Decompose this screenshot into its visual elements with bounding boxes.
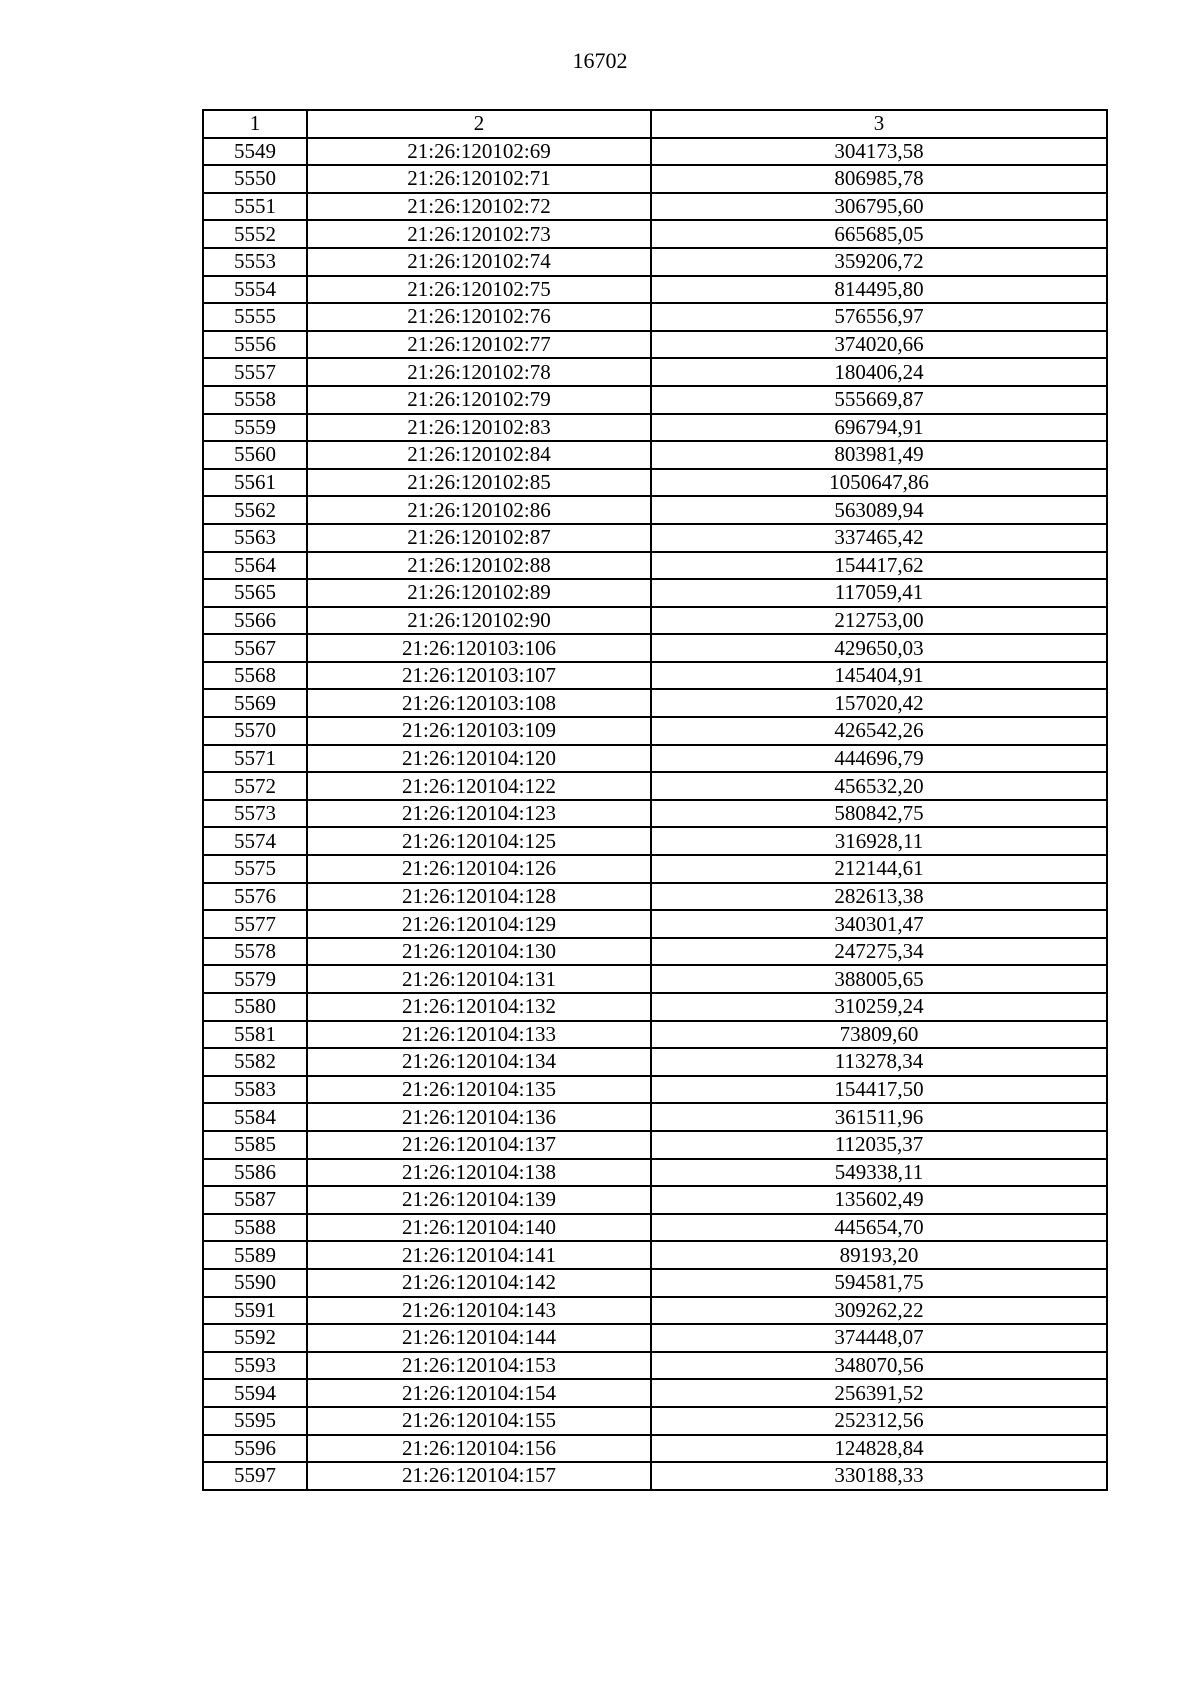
row-number-cell: 5594 xyxy=(203,1379,307,1407)
cadastral-number-cell: 21:26:120104:153 xyxy=(307,1352,651,1380)
row-number-cell: 5575 xyxy=(203,855,307,883)
row-number-cell: 5556 xyxy=(203,331,307,359)
cadastral-number-cell: 21:26:120104:155 xyxy=(307,1407,651,1435)
row-number-cell: 5580 xyxy=(203,993,307,1021)
cadastral-number-cell: 21:26:120104:144 xyxy=(307,1324,651,1352)
table-row xyxy=(203,552,1107,580)
row-number-cell: 5593 xyxy=(203,1352,307,1380)
column-header-3: 3 xyxy=(651,110,1107,138)
value-cell: 124828,84 xyxy=(651,1435,1107,1463)
value-cell: 112035,37 xyxy=(651,1131,1107,1159)
value-cell: 337465,42 xyxy=(651,524,1107,552)
row-number-cell: 5569 xyxy=(203,689,307,717)
page-number: 16702 xyxy=(572,48,628,73)
table-row xyxy=(203,1379,1107,1407)
cadastral-number-cell: 21:26:120104:131 xyxy=(307,965,651,993)
table-row xyxy=(203,662,1107,690)
row-number-cell: 5595 xyxy=(203,1407,307,1435)
cadastral-number-cell: 21:26:120102:69 xyxy=(307,138,651,166)
cadastral-number-cell: 21:26:120102:85 xyxy=(307,469,651,497)
cadastral-number-cell: 21:26:120104:122 xyxy=(307,772,651,800)
cadastral-number-cell: 21:26:120104:134 xyxy=(307,1048,651,1076)
value-cell: 594581,75 xyxy=(651,1269,1107,1297)
table-row xyxy=(203,331,1107,359)
value-cell: 340301,47 xyxy=(651,910,1107,938)
cadastral-number-cell: 21:26:120102:72 xyxy=(307,193,651,221)
value-cell: 456532,20 xyxy=(651,772,1107,800)
cadastral-number-cell: 21:26:120102:89 xyxy=(307,579,651,607)
row-number-cell: 5590 xyxy=(203,1269,307,1297)
value-cell: 135602,49 xyxy=(651,1186,1107,1214)
data-table xyxy=(202,109,1108,1491)
row-number-cell: 5586 xyxy=(203,1159,307,1187)
table-row xyxy=(203,634,1107,662)
cadastral-number-cell: 21:26:120104:123 xyxy=(307,800,651,828)
table-row xyxy=(203,965,1107,993)
value-cell: 444696,79 xyxy=(651,745,1107,773)
table-row xyxy=(203,910,1107,938)
value-cell: 247275,34 xyxy=(651,938,1107,966)
value-cell: 803981,49 xyxy=(651,441,1107,469)
table-row xyxy=(203,689,1107,717)
table-row xyxy=(203,165,1107,193)
row-number-cell: 5564 xyxy=(203,552,307,580)
table-row xyxy=(203,717,1107,745)
row-number-cell: 5570 xyxy=(203,717,307,745)
table-row xyxy=(203,220,1107,248)
cadastral-number-cell: 21:26:120102:71 xyxy=(307,165,651,193)
table-body xyxy=(203,138,1107,1490)
value-cell: 309262,22 xyxy=(651,1297,1107,1325)
cadastral-number-cell: 21:26:120104:126 xyxy=(307,855,651,883)
row-number-cell: 5581 xyxy=(203,1021,307,1049)
value-cell: 359206,72 xyxy=(651,248,1107,276)
table-row xyxy=(203,414,1107,442)
value-cell: 180406,24 xyxy=(651,358,1107,386)
cadastral-number-cell: 21:26:120102:88 xyxy=(307,552,651,580)
row-number-cell: 5559 xyxy=(203,414,307,442)
row-number-cell: 5563 xyxy=(203,524,307,552)
row-number-cell: 5577 xyxy=(203,910,307,938)
table-row xyxy=(203,386,1107,414)
table-row xyxy=(203,1048,1107,1076)
value-cell: 1050647,86 xyxy=(651,469,1107,497)
value-cell: 445654,70 xyxy=(651,1214,1107,1242)
table-row xyxy=(203,441,1107,469)
value-cell: 157020,42 xyxy=(651,689,1107,717)
value-cell: 252312,56 xyxy=(651,1407,1107,1435)
column-header-1: 1 xyxy=(203,110,307,138)
table-row xyxy=(203,358,1107,386)
value-cell: 374020,66 xyxy=(651,331,1107,359)
value-cell: 580842,75 xyxy=(651,800,1107,828)
row-number-cell: 5574 xyxy=(203,827,307,855)
table-row xyxy=(203,496,1107,524)
header-row xyxy=(203,110,1107,138)
cadastral-number-cell: 21:26:120104:156 xyxy=(307,1435,651,1463)
value-cell: 696794,91 xyxy=(651,414,1107,442)
value-cell: 814495,80 xyxy=(651,276,1107,304)
value-cell: 113278,34 xyxy=(651,1048,1107,1076)
cadastral-number-cell: 21:26:120104:154 xyxy=(307,1379,651,1407)
row-number-cell: 5562 xyxy=(203,496,307,524)
cadastral-number-cell: 21:26:120103:107 xyxy=(307,662,651,690)
value-cell: 316928,11 xyxy=(651,827,1107,855)
cadastral-number-cell: 21:26:120104:128 xyxy=(307,883,651,911)
cadastral-number-cell: 21:26:120102:84 xyxy=(307,441,651,469)
cadastral-number-cell: 21:26:120104:120 xyxy=(307,745,651,773)
row-number-cell: 5554 xyxy=(203,276,307,304)
table-row xyxy=(203,883,1107,911)
row-number-cell: 5553 xyxy=(203,248,307,276)
value-cell: 212753,00 xyxy=(651,607,1107,635)
cadastral-number-cell: 21:26:120103:109 xyxy=(307,717,651,745)
cadastral-number-cell: 21:26:120102:73 xyxy=(307,220,651,248)
row-number-cell: 5567 xyxy=(203,634,307,662)
cadastral-number-cell: 21:26:120104:137 xyxy=(307,1131,651,1159)
row-number-cell: 5591 xyxy=(203,1297,307,1325)
value-cell: 310259,24 xyxy=(651,993,1107,1021)
table-row xyxy=(203,1021,1107,1049)
table-row xyxy=(203,800,1107,828)
cadastral-number-cell: 21:26:120102:79 xyxy=(307,386,651,414)
row-number-cell: 5582 xyxy=(203,1048,307,1076)
value-cell: 304173,58 xyxy=(651,138,1107,166)
cadastral-number-cell: 21:26:120104:133 xyxy=(307,1021,651,1049)
table-row xyxy=(203,469,1107,497)
cadastral-number-cell: 21:26:120104:130 xyxy=(307,938,651,966)
table-row xyxy=(203,1297,1107,1325)
row-number-cell: 5576 xyxy=(203,883,307,911)
value-cell: 388005,65 xyxy=(651,965,1107,993)
table-row xyxy=(203,938,1107,966)
cadastral-number-cell: 21:26:120104:141 xyxy=(307,1241,651,1269)
table-row xyxy=(203,1186,1107,1214)
cadastral-number-cell: 21:26:120104:125 xyxy=(307,827,651,855)
table-row xyxy=(203,993,1107,1021)
table-row xyxy=(203,1076,1107,1104)
column-header-2: 2 xyxy=(307,110,651,138)
row-number-cell: 5572 xyxy=(203,772,307,800)
table-row xyxy=(203,1407,1107,1435)
table-row xyxy=(203,1352,1107,1380)
cadastral-number-cell: 21:26:120102:74 xyxy=(307,248,651,276)
cadastral-number-cell: 21:26:120102:78 xyxy=(307,358,651,386)
table-row xyxy=(203,579,1107,607)
cadastral-number-cell: 21:26:120104:157 xyxy=(307,1462,651,1490)
value-cell: 154417,62 xyxy=(651,552,1107,580)
table-row xyxy=(203,1103,1107,1131)
cadastral-number-cell: 21:26:120102:75 xyxy=(307,276,651,304)
cadastral-number-cell: 21:26:120102:83 xyxy=(307,414,651,442)
cadastral-number-cell: 21:26:120104:135 xyxy=(307,1076,651,1104)
value-cell: 306795,60 xyxy=(651,193,1107,221)
cadastral-number-cell: 21:26:120103:108 xyxy=(307,689,651,717)
value-cell: 145404,91 xyxy=(651,662,1107,690)
value-cell: 549338,11 xyxy=(651,1159,1107,1187)
table-row xyxy=(203,1159,1107,1187)
cadastral-number-cell: 21:26:120104:139 xyxy=(307,1186,651,1214)
row-number-cell: 5558 xyxy=(203,386,307,414)
table-row xyxy=(203,607,1107,635)
value-cell: 576556,97 xyxy=(651,303,1107,331)
value-cell: 555669,87 xyxy=(651,386,1107,414)
table-row xyxy=(203,1324,1107,1352)
cadastral-number-cell: 21:26:120104:132 xyxy=(307,993,651,1021)
value-cell: 426542,26 xyxy=(651,717,1107,745)
table-row xyxy=(203,138,1107,166)
row-number-cell: 5588 xyxy=(203,1214,307,1242)
table-row xyxy=(203,248,1107,276)
value-cell: 256391,52 xyxy=(651,1379,1107,1407)
table-row xyxy=(203,827,1107,855)
value-cell: 330188,33 xyxy=(651,1462,1107,1490)
row-number-cell: 5578 xyxy=(203,938,307,966)
cadastral-number-cell: 21:26:120102:77 xyxy=(307,331,651,359)
table-row xyxy=(203,1241,1107,1269)
value-cell: 117059,41 xyxy=(651,579,1107,607)
cadastral-number-cell: 21:26:120102:90 xyxy=(307,607,651,635)
row-number-cell: 5592 xyxy=(203,1324,307,1352)
table-row xyxy=(203,1435,1107,1463)
table-header xyxy=(203,110,1107,138)
row-number-cell: 5565 xyxy=(203,579,307,607)
value-cell: 665685,05 xyxy=(651,220,1107,248)
cadastral-number-cell: 21:26:120104:136 xyxy=(307,1103,651,1131)
row-number-cell: 5571 xyxy=(203,745,307,773)
row-number-cell: 5552 xyxy=(203,220,307,248)
cadastral-number-cell: 21:26:120104:142 xyxy=(307,1269,651,1297)
row-number-cell: 5568 xyxy=(203,662,307,690)
row-number-cell: 5561 xyxy=(203,469,307,497)
row-number-cell: 5566 xyxy=(203,607,307,635)
cadastral-number-cell: 21:26:120102:76 xyxy=(307,303,651,331)
value-cell: 89193,20 xyxy=(651,1241,1107,1269)
cadastral-number-cell: 21:26:120102:86 xyxy=(307,496,651,524)
row-number-cell: 5579 xyxy=(203,965,307,993)
value-cell: 348070,56 xyxy=(651,1352,1107,1380)
row-number-cell: 5573 xyxy=(203,800,307,828)
row-number-cell: 5589 xyxy=(203,1241,307,1269)
value-cell: 806985,78 xyxy=(651,165,1107,193)
table-row xyxy=(203,276,1107,304)
value-cell: 73809,60 xyxy=(651,1021,1107,1049)
table-row xyxy=(203,745,1107,773)
value-cell: 374448,07 xyxy=(651,1324,1107,1352)
row-number-cell: 5557 xyxy=(203,358,307,386)
table-row xyxy=(203,1214,1107,1242)
table-row xyxy=(203,1269,1107,1297)
table-row xyxy=(203,772,1107,800)
row-number-cell: 5560 xyxy=(203,441,307,469)
table-row xyxy=(203,855,1107,883)
table-row xyxy=(203,193,1107,221)
value-cell: 212144,61 xyxy=(651,855,1107,883)
row-number-cell: 5555 xyxy=(203,303,307,331)
value-cell: 282613,38 xyxy=(651,883,1107,911)
row-number-cell: 5550 xyxy=(203,165,307,193)
table-row xyxy=(203,524,1107,552)
row-number-cell: 5596 xyxy=(203,1435,307,1463)
table-row xyxy=(203,303,1107,331)
row-number-cell: 5551 xyxy=(203,193,307,221)
row-number-cell: 5597 xyxy=(203,1462,307,1490)
table-row xyxy=(203,1462,1107,1490)
cadastral-number-cell: 21:26:120104:138 xyxy=(307,1159,651,1187)
cadastral-number-cell: 21:26:120104:140 xyxy=(307,1214,651,1242)
row-number-cell: 5587 xyxy=(203,1186,307,1214)
value-cell: 361511,96 xyxy=(651,1103,1107,1131)
value-cell: 429650,03 xyxy=(651,634,1107,662)
cadastral-number-cell: 21:26:120104:129 xyxy=(307,910,651,938)
row-number-cell: 5584 xyxy=(203,1103,307,1131)
row-number-cell: 5583 xyxy=(203,1076,307,1104)
cadastral-number-cell: 21:26:120103:106 xyxy=(307,634,651,662)
value-cell: 154417,50 xyxy=(651,1076,1107,1104)
row-number-cell: 5549 xyxy=(203,138,307,166)
cadastral-number-cell: 21:26:120102:87 xyxy=(307,524,651,552)
row-number-cell: 5585 xyxy=(203,1131,307,1159)
value-cell: 563089,94 xyxy=(651,496,1107,524)
table-row xyxy=(203,1131,1107,1159)
cadastral-number-cell: 21:26:120104:143 xyxy=(307,1297,651,1325)
